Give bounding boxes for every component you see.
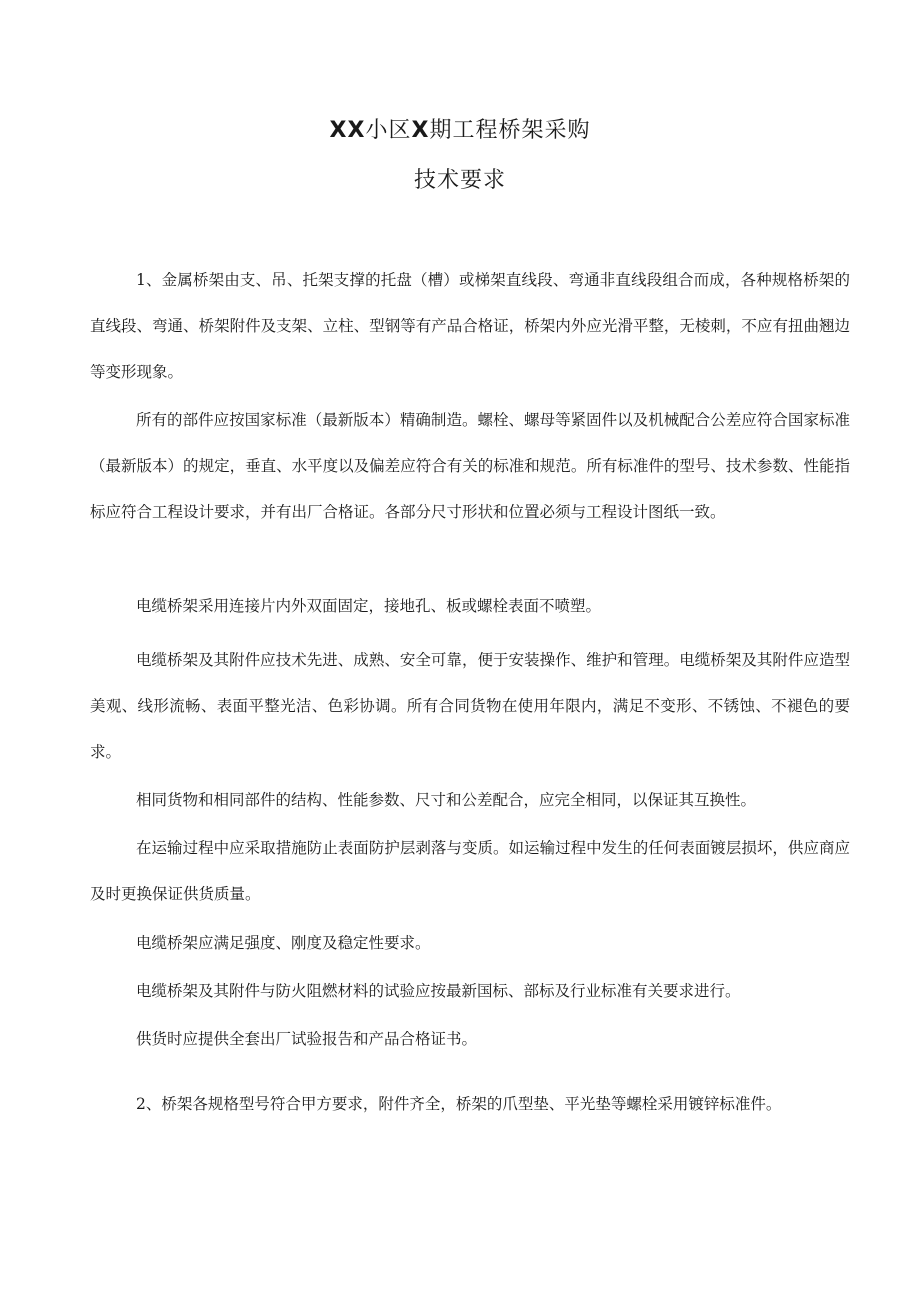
paragraph-strength-requirement: 电缆桥架应满足强度、刚度及稳定性要求。 (136, 934, 431, 952)
document-title (0, 116, 920, 146)
title-project-code: XX (329, 118, 366, 143)
title-phase-code: X (411, 118, 430, 143)
paragraph-fire-retardant-testing: 电缆桥架及其附件与防火阻燃材料的试验应按最新国标、部标及行业标准有关要求进行。 (136, 982, 741, 1000)
document-subtitle: 技术要求 (413, 168, 506, 193)
paragraph-metal-tray-composition: 1、金属桥架由支、吊、托架支撑的托盘（槽）或梯架直线段、弯通非直线段组合而成，各种规格桥架的直线段、弯通、桥架附件及支架、立柱、型钢等有产品合格证，桥架内外应光滑平整，无棱刺，不应有扭曲翘边等变形现象。 (90, 271, 850, 381)
paragraph-national-standards: 所有的部件应按国家标准（最新版本）精确制造。螺栓、螺母等紧固件以及机械配合公差应符合国家标准（最新版本）的规定，垂直、水平度以及偏差应符合有关的标准和规范。所有标准件的型号、技术参数、性能指标应符合工程设计要求，并有出厂合格证。各部分尺寸形状和位置必须与工程设计图纸一致。 (90, 411, 850, 521)
paragraph-transport-protection: 在运输过程中应采取措施防止表面防护层剥落与变质。如运输过程中发生的任何表面镀层损坏，供应商应及时更换保证供货质量。 (90, 839, 850, 903)
paragraph-specifications-fittings: 2、桥架各规格型号符合甲方要求，附件齐全，桥架的爪型垫、平光垫等螺栓采用镀锌标准件。 (136, 1095, 782, 1113)
title-residential-area: 小区 (365, 118, 412, 143)
paragraph-interchangeability: 相同货物和相同部件的结构、性能参数、尺寸和公差配合，应完全相同，以保证其互换性。 (136, 791, 757, 809)
title-procurement-subject: 期工程桥架采购 (429, 118, 591, 143)
paragraph-test-reports: 供货时应提供全套出厂试验报告和产品合格证书。 (136, 1030, 478, 1048)
paragraph-technical-quality: 电缆桥架及其附件应技术先进、成熟、安全可靠，便于安装操作、维护和管理。电缆桥架及其附件应造型美观、线形流畅、表面平整光洁、色彩协调。所有合同货物在使用年限内，满足不变形、不锈蚀、不褪色的要求。 (90, 651, 850, 761)
paragraph-connection-fixing: 电缆桥架采用连接片内外双面固定，接地孔、板或螺栓表面不喷塑。 (136, 597, 602, 615)
